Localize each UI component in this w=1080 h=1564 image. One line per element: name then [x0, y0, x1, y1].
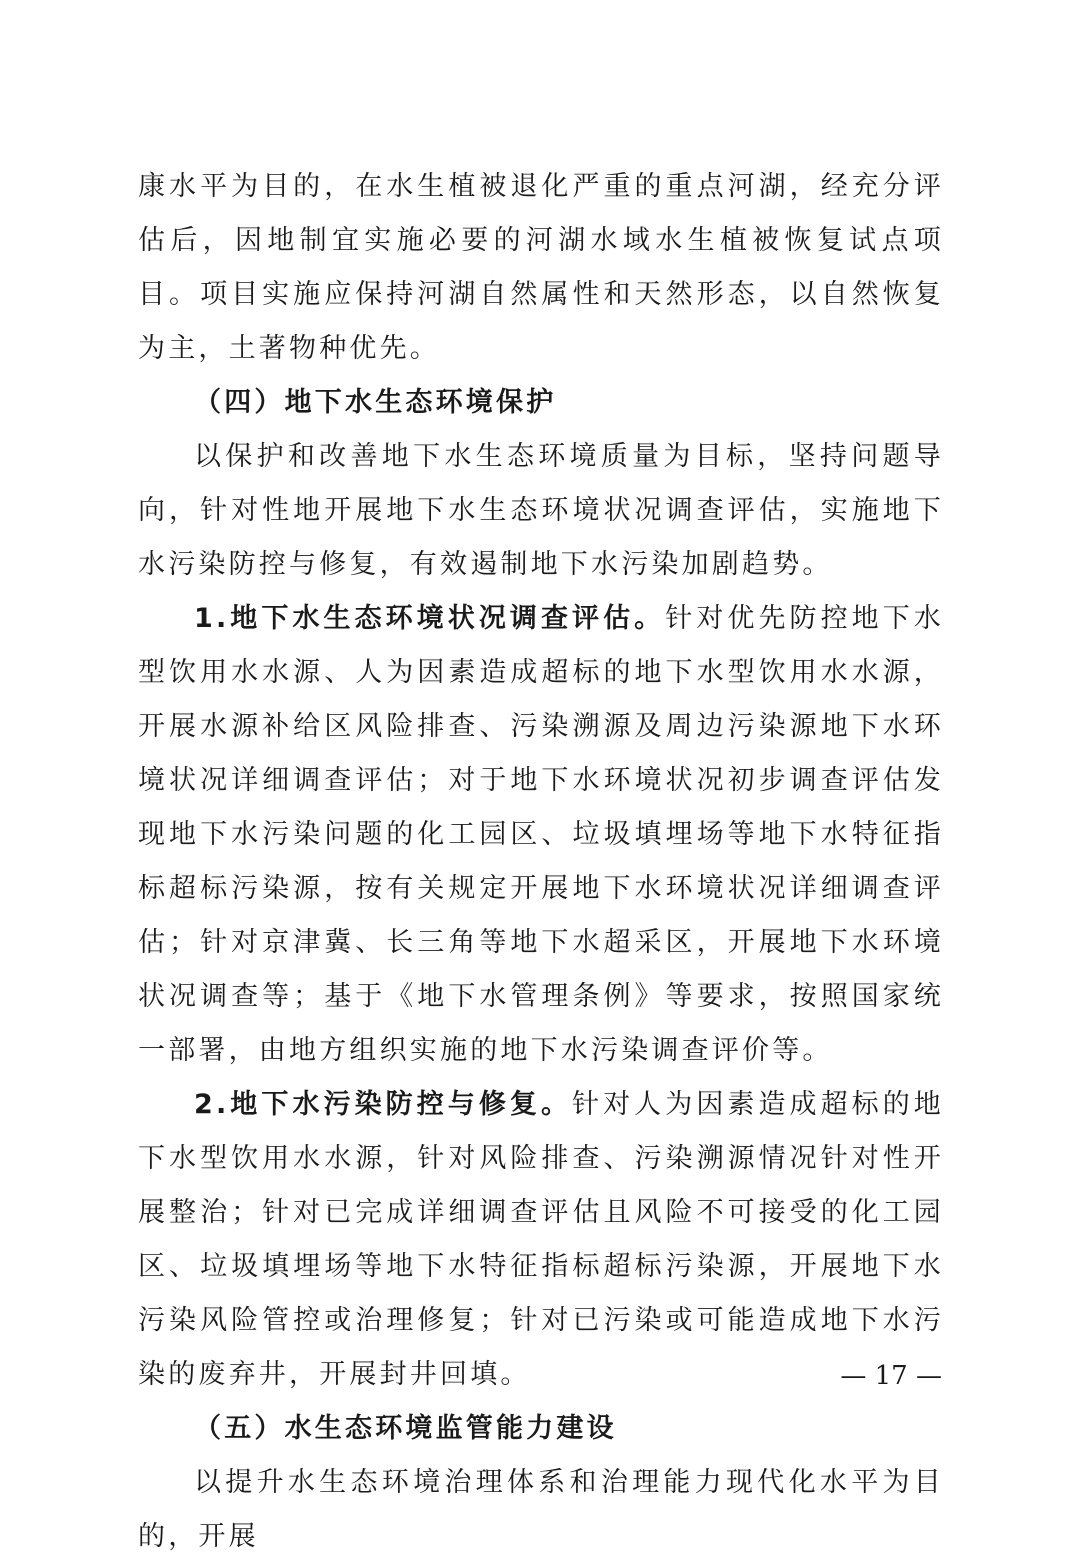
- section-heading-4: （四）地下水生态环境保护: [194, 387, 557, 418]
- section-heading-5: （五）水生态环境监管能力建设: [194, 1413, 617, 1444]
- item-1-body: 针对优先防控地下水型饮用水水源、人为因素造成超标的地下水型饮用水水源，开展水源补给区风险排查、污染溯源及周边污染源地下水环境状况详细调查评估；对于地下水环境状况初步调查评估发现地下水污染问题的化工园区、垃圾填埋场等地下水特征指标超标污染源，按有关规定开展地下水环境状况详细调查评估；针对京津冀、长三角等地下水超采区，开展地下水环境状况调查等；基于《地下水管理条例》等要求，按照国家统一部署，由地方组织实施的地下水污染调查评价等。: [138, 603, 944, 1066]
- item-1-lead: 1.地下水生态环境状况调查评估。: [194, 603, 666, 634]
- page-number: — 17 —: [840, 1361, 942, 1391]
- document-page: [138, 160, 944, 1564]
- item-2-body: 针对人为因素造成超标的地下水型饮用水水源，针对风险排查、污染溯源情况针对性开展整治；针对已完成详细调查评估且风险不可接受的化工园区、垃圾填埋场等地下水特征指标超标污染源，开展地下水污染风险管控或治理修复；针对已污染或可能造成地下水污染的废弃井，开展封井回填。: [138, 1089, 944, 1390]
- section-4-intro: 以保护和改善地下水生态环境质量为目标，坚持问题导向，针对性地开展地下水生态环境状况调查评估，实施地下水污染防控与修复，有效遏制地下水污染加剧趋势。: [138, 441, 944, 580]
- paragraph-continued: 康水平为目的，在水生植被退化严重的重点河湖，经充分评估后，因地制宜实施必要的河湖水域水生植被恢复试点项目。项目实施应保持河湖自然属性和天然形态，以自然恢复为主，土著物种优先。: [138, 171, 944, 364]
- item-2-lead: 2.地下水污染防控与修复。: [194, 1089, 573, 1120]
- item-2-paragraph: [138, 1078, 944, 1402]
- item-1-paragraph: [138, 592, 944, 1078]
- section-5-intro: 以提升水生态环境治理体系和治理能力现代化水平为目的，开展: [138, 1467, 944, 1552]
